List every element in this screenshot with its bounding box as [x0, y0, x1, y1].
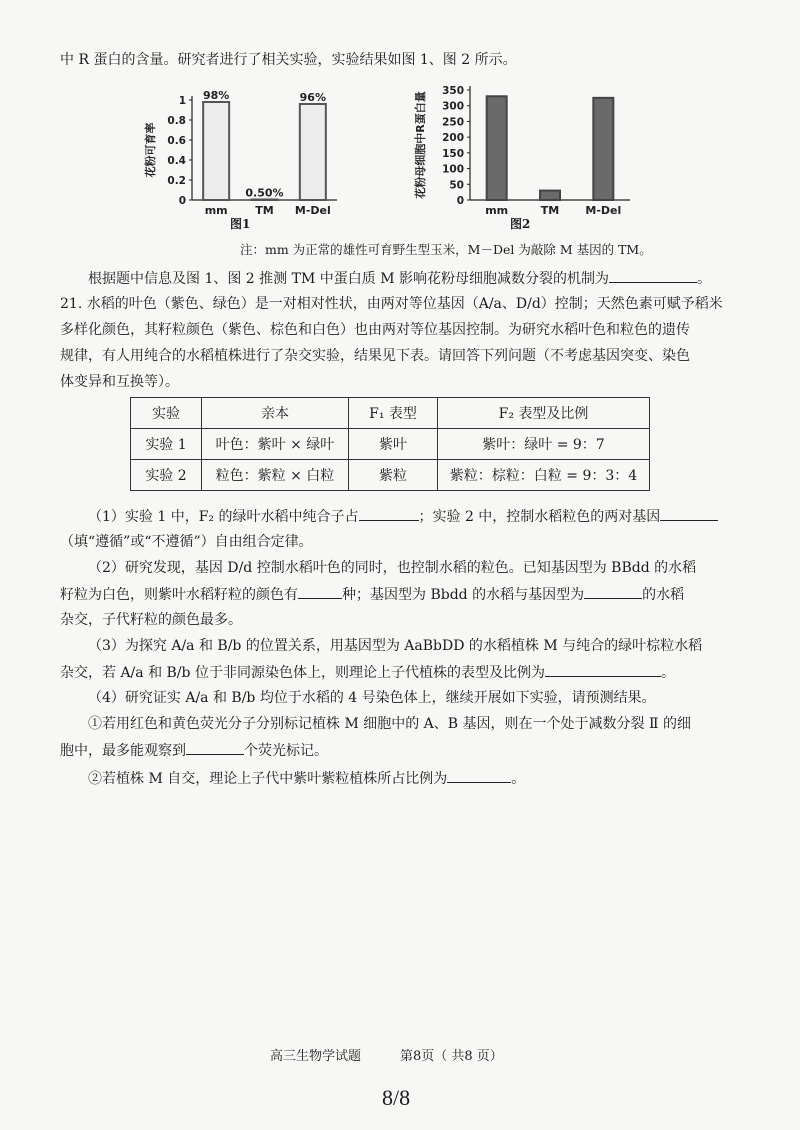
table-header-cell: F₁ 表型 — [349, 398, 438, 429]
sub4-text-e: ②若植株 M 自交，理论上子代中紫叶紫粒植株所占比例为 — [88, 771, 448, 787]
bar — [487, 96, 507, 200]
x-tick-label: TM — [255, 204, 274, 217]
y-tick-label: 100 — [442, 163, 464, 176]
q21-line-3: 规律，有人用纯合的水稻植株进行了杂交实验，结果见下表。请回答下列问题（不考虑基因突变、染色 — [60, 348, 690, 364]
bar — [540, 191, 560, 200]
intro-line: 中 R 蛋白的含量。研究者进行了相关实验，实验结果如图 1、图 2 所示。 — [60, 52, 517, 68]
data-label: 96% — [299, 91, 327, 104]
y-axis-label: 花粉可育率 — [144, 122, 157, 178]
figure-1-label: 图1 — [230, 217, 251, 231]
chart-1-svg — [140, 82, 340, 227]
y-tick-label: 250 — [442, 116, 464, 129]
sub2-text-c: 种；基因型为 Bbdd 的水稻与基因型为 — [342, 587, 585, 603]
table-header-cell: 实验 — [131, 398, 202, 429]
x-tick-label: M-Del — [585, 204, 622, 217]
q20-prompt: 根据题中信息及图 1、图 2 推测 TM 中蛋白质 M 影响花粉母细胞减数分裂的机制为 — [88, 271, 609, 287]
table-cell: 实验 1 — [131, 429, 202, 460]
sub2-line-3: 杂交，子代籽粒的颜色最多。 — [60, 612, 242, 628]
y-axis-label: 花粉母细胞中R蛋白量 — [414, 91, 427, 199]
answer-blank[interactable] — [298, 584, 342, 599]
footer-subject: 高三生物学试题 — [270, 1049, 362, 1064]
y-tick-label: 50 — [449, 179, 464, 192]
table-header-cell: F₂ 表型及比例 — [438, 398, 650, 429]
chart-2-svg — [410, 78, 635, 228]
y-tick-label: 0.4 — [167, 155, 186, 167]
footer-page: 第8页（ 共8 页） — [400, 1049, 503, 1064]
sub3-text-b: 杂交，若 A/a 和 B/b 位于非同源染色体上，则理论上子代植株的表型及比例为 — [60, 665, 545, 681]
answer-blank[interactable] — [545, 662, 661, 677]
sub4-line-3 — [60, 740, 328, 761]
figure-note: 注：mm 为正常的雄性可育野生型玉米，M－Del 为敲除 M 基因的 TM。 — [240, 242, 652, 257]
data-label: 98% — [202, 89, 230, 102]
sub1-text-a: （1）实验 1 中，F₂ 的绿叶水稻中纯合子占 — [88, 509, 359, 525]
y-tick-label: 0.6 — [167, 135, 186, 147]
y-tick-label: 150 — [442, 147, 464, 160]
x-tick-label: mm — [204, 204, 228, 217]
sub3-line-1: （3）为探究 A/a 和 B/b 的位置关系，用基因型为 AaBbDD 的水稻植株 M 与纯合的绿叶棕粒水稻 — [88, 638, 703, 654]
table-row — [131, 460, 650, 491]
sub1-text-b: ；实验 2 中，控制水稻粒色的两对基因 — [418, 509, 661, 525]
sub4-line-4 — [88, 768, 525, 789]
sub2-text-b: 籽粒为白色，则紫叶水稻籽粒的颜色有 — [60, 587, 298, 603]
x-tick-label: M-Del — [294, 204, 331, 217]
figure-2 — [410, 78, 635, 232]
answer-blank[interactable] — [359, 506, 419, 521]
sub1-line-1 — [88, 506, 718, 527]
q21-line-4: 体变异和互换等）。 — [60, 374, 179, 390]
q20-text: 根据题中信息及图 1、图 2 推测 TM 中蛋白质 M 影响花粉母细胞减数分裂的机制为 。 — [88, 268, 711, 289]
y-tick-label: 300 — [442, 100, 464, 113]
page-number: 8/8 — [382, 1085, 411, 1110]
y-tick-label: 200 — [442, 132, 464, 145]
sub2-line-1: （2）研究发现，基因 D/d 控制水稻叶色的同时，也控制水稻的粒色。已知基因型为 BBdd 的水稻 — [88, 560, 697, 576]
figure-2-label: 图2 — [510, 217, 531, 231]
table-cell: 粒色：紫粒 × 白粒 — [202, 460, 349, 491]
bar — [300, 104, 326, 200]
sub4-line-2: ①若用红色和黄色荧光分子分别标记植株 M 细胞中的 A、B 基因，则在一个处于减数分裂 Ⅱ 的细 — [88, 716, 691, 732]
answer-blank[interactable] — [660, 506, 718, 521]
bar — [593, 98, 613, 200]
x-tick-label: TM — [540, 204, 560, 217]
sub2-text-d: 的水稻 — [642, 587, 685, 603]
table-cell: 紫粒：棕粒：白粒 = 9：3：4 — [438, 460, 650, 491]
table-cell: 实验 2 — [131, 460, 202, 491]
bar — [203, 102, 229, 200]
table-cell: 紫叶 — [349, 429, 438, 460]
sub3-text-c: 。 — [660, 665, 675, 681]
sub4-text-d: 个荧光标记。 — [244, 743, 328, 759]
y-tick-label: 1 — [178, 95, 186, 107]
sub3-line-2 — [60, 662, 675, 683]
sub4-text-c: 胞中，最多能观察到 — [60, 743, 186, 759]
experiment-table — [130, 397, 650, 491]
data-label: 0.50% — [245, 186, 284, 200]
table-header-cell: 亲本 — [202, 398, 349, 429]
y-tick-label: 0.2 — [167, 175, 186, 187]
q21-line-2: 多样化颜色，其籽粒颜色（紫色、棕色和白色）也由两对等位基因控制。为研究水稻叶色和粒色的遗传 — [60, 322, 690, 338]
table-row — [131, 429, 650, 460]
table-cell: 紫叶：绿叶 = 9：7 — [438, 429, 650, 460]
answer-blank[interactable] — [186, 740, 244, 755]
x-tick-label: mm — [485, 204, 509, 217]
table-header-row — [131, 398, 650, 429]
q21-line-1: 21. 水稻的叶色（紫色、绿色）是一对相对性状，由两对等位基因（A/a、D/d）控制；天然色素可赋予稻米 — [60, 296, 723, 312]
answer-blank[interactable] — [609, 268, 697, 283]
y-tick-label: 350 — [442, 85, 464, 97]
sub1-line-2: （填“遵循”或“不遵循”）自由组合定律。 — [60, 534, 313, 550]
figure-1 — [140, 82, 340, 231]
answer-blank[interactable] — [584, 584, 642, 599]
sub4-line-1: （4）研究证实 A/a 和 B/b 均位于水稻的 4 号染色体上，继续开展如下实验，请预测结果。 — [88, 690, 656, 706]
sub4-text-f: 。 — [511, 771, 526, 787]
sub2-line-2 — [60, 584, 684, 605]
y-tick-label: 0 — [178, 195, 186, 207]
answer-blank[interactable] — [447, 768, 511, 783]
table-cell: 紫粒 — [349, 460, 438, 491]
y-tick-label: 0.8 — [167, 115, 186, 127]
y-tick-label: 0 — [456, 195, 464, 207]
table-cell: 叶色：紫叶 × 绿叶 — [202, 429, 349, 460]
bar — [252, 200, 278, 201]
